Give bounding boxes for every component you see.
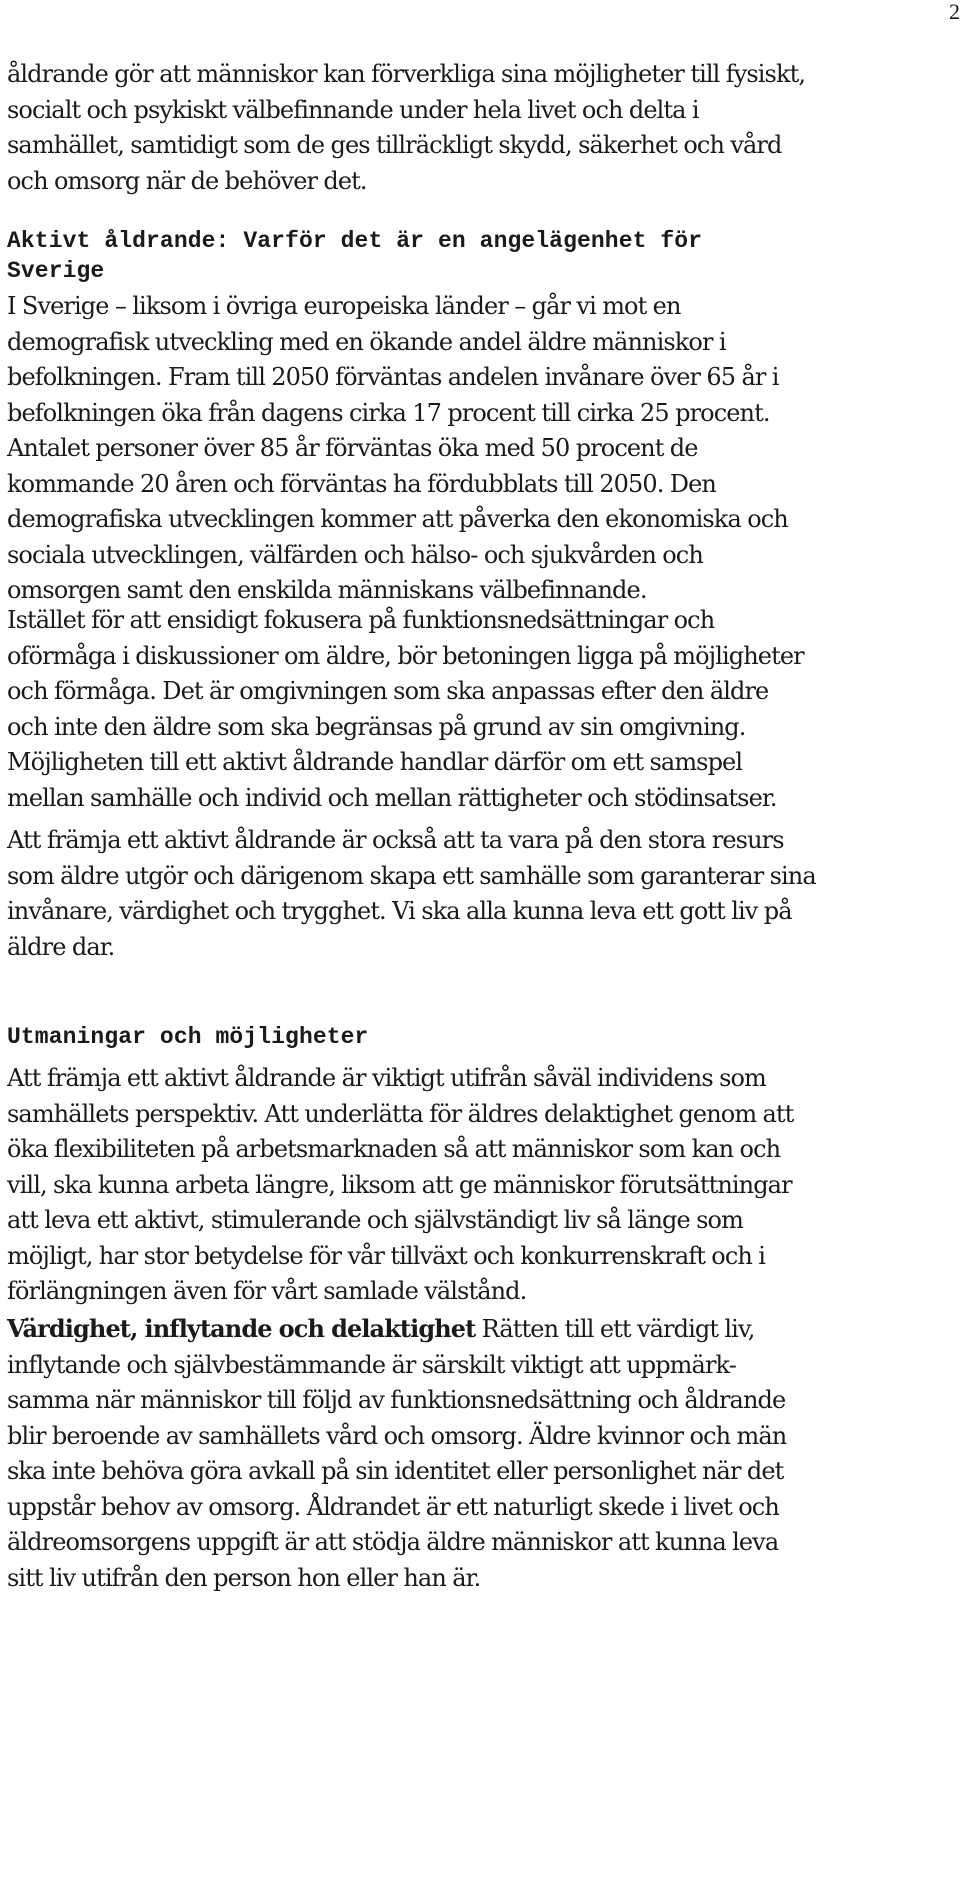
text-line: invånare, värdighet och trygghet. Vi ska alla kunna leva ett gott liv på <box>7 897 792 925</box>
text-line: socialt och psykiskt välbefinnande under hela livet och delta i <box>7 95 699 124</box>
text-line: och förmåga. Det är omgivningen som ska anpassas efter den äldre <box>7 677 769 705</box>
text-line: som äldre utgör och därigenom skapa ett samhälle som garanterar sina <box>7 861 816 890</box>
page-number: 2 <box>949 0 960 24</box>
text-line: och inte den äldre som ska begränsas på grund av sin omgivning. <box>7 712 746 741</box>
intro-paragraph <box>7 57 960 199</box>
heading-line: Aktivt åldrande: Varför det är en angelägenhet för <box>7 228 703 254</box>
text-line: Istället för att ensidigt fokusera på funktionsnedsättningar och <box>7 606 715 634</box>
text-line: omsorgen samt den enskilda människans välbefinnande. <box>7 576 647 604</box>
text-line: befolkningen öka från dagens cirka 17 procent till cirka 25 procent. <box>7 398 770 427</box>
text-line: äldre dar. <box>7 932 115 961</box>
text-run: Rätten till ett värdigt liv, <box>475 1315 755 1343</box>
text-line: Att främja ett aktivt åldrande är viktigt utifrån såväl individens som <box>7 1064 766 1092</box>
text-line: förlängningen även för vårt samlade välstånd. <box>7 1277 527 1305</box>
text-line: kommande 20 åren och förväntas ha fördubblats till 2050. Den <box>7 469 716 498</box>
text-line: sitt liv utifrån den person hon eller han är. <box>7 1563 481 1592</box>
text-line: äldreomsorgens uppgift är att stödja äldre människor att kunna leva <box>7 1528 779 1556</box>
text-line: Möjligheten till ett aktivt åldrande handlar därför om ett samspel <box>7 748 743 776</box>
text-line: demografisk utveckling med en ökande andel äldre människor i <box>7 327 726 356</box>
section1-paragraph-1 <box>7 289 960 609</box>
text-line: samma när människor till följd av funktionsnedsättning och åldrande <box>7 1386 786 1414</box>
text-line: och omsorg när de behöver det. <box>7 166 367 195</box>
text-line: mellan samhälle och individ och mellan rättigheter och stödinsatser. <box>7 783 777 812</box>
text-line: att leva ett aktivt, stimulerande och självständigt liv så länge som <box>7 1206 743 1234</box>
text-line <box>7 1311 960 1348</box>
text-line: Antalet personer över 85 år förväntas öka med 50 procent de <box>7 434 698 462</box>
section1-paragraph-2 <box>7 603 960 816</box>
text-line: samhällets perspektiv. Att underlätta för äldres delaktighet genom att <box>7 1099 794 1128</box>
section-heading-aktivt-aldrande <box>7 226 702 286</box>
text-line: möjligt, har stor betydelse för vår tillväxt och konkurrenskraft och i <box>7 1241 766 1270</box>
section2-paragraph-1 <box>7 1061 960 1310</box>
section1-paragraph-3 <box>7 823 960 965</box>
section2-paragraph-2 <box>7 1311 960 1596</box>
text-line: oförmåga i diskussioner om äldre, bör betoningen ligga på möjligheter <box>7 641 804 670</box>
text-line: blir beroende av samhällets vård och omsorg. Äldre kvinnor och män <box>7 1421 787 1450</box>
section-heading-utmaningar: Utmaningar och möjligheter <box>7 1024 369 1050</box>
text-line: demografiska utvecklingen kommer att påverka den ekonomiska och <box>7 505 788 533</box>
heading-line: Sverige <box>7 258 105 284</box>
text-line: inflytande och självbestämmande är särskilt viktigt att uppmärk- <box>7 1350 736 1379</box>
text-line: sociala utvecklingen, välfärden och hälso- och sjukvården och <box>7 540 703 569</box>
text-line: Att främja ett aktivt åldrande är också att ta vara på den stora resurs <box>7 826 784 854</box>
run-in-heading-vardighet: Värdighet, inflytande och delaktighet <box>7 1314 476 1343</box>
text-line: I Sverige – liksom i övriga europeiska länder – går vi mot en <box>7 292 681 320</box>
text-line: åldrande gör att människor kan förverkliga sina möjligheter till fysiskt, <box>7 60 806 88</box>
text-line: ska inte behöva göra avkall på sin identitet eller personlighet när det <box>7 1457 784 1485</box>
text-line: uppstår behov av omsorg. Åldrandet är ett naturligt skede i livet och <box>7 1492 779 1521</box>
text-line: vill, ska kunna arbeta längre, liksom att ge människor förutsättningar <box>7 1170 792 1199</box>
text-line: befolkningen. Fram till 2050 förväntas andelen invånare över 65 år i <box>7 363 779 391</box>
text-line: samhället, samtidigt som de ges tillräckligt skydd, säkerhet och vård <box>7 131 782 159</box>
text-line: öka flexibiliteten på arbetsmarknaden så att människor som kan och <box>7 1135 781 1163</box>
